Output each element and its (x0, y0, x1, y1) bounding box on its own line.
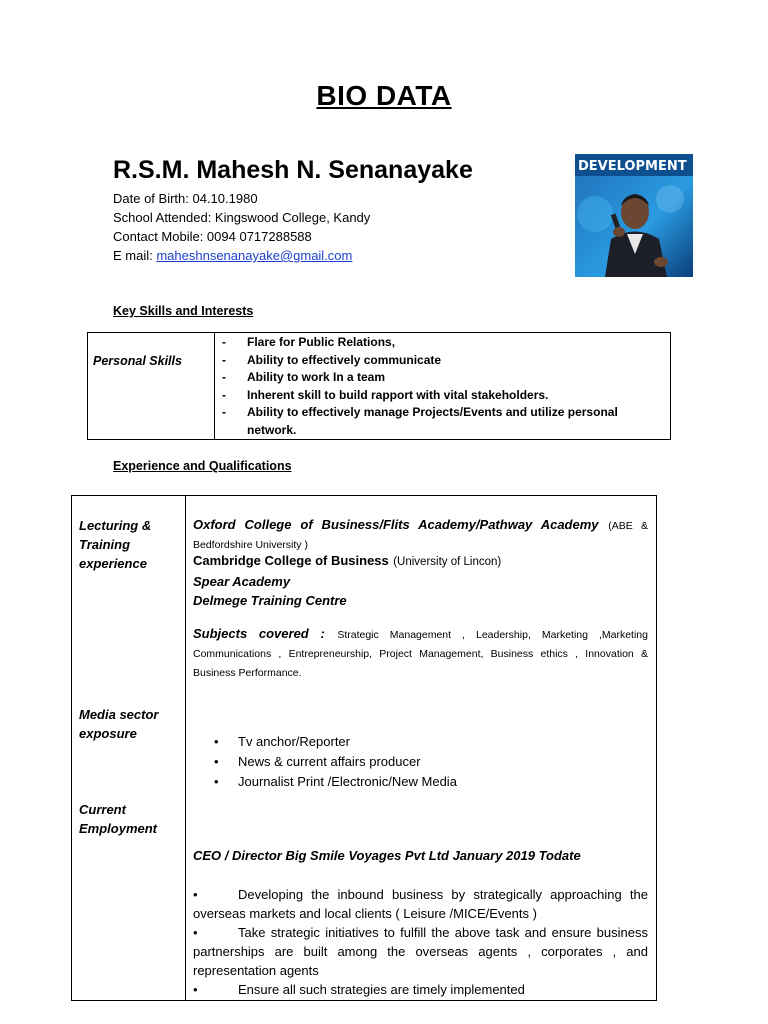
current-tasks (193, 885, 648, 999)
org-cambridge: Cambridge College of Business (193, 553, 389, 568)
subjects-covered (193, 625, 648, 682)
task-item: • Developing the inbound business by strategically approaching the overseas markets and local clients ( Leisure /MICE/Events ) (193, 887, 648, 921)
experience-heading: Experience and Qualifications (113, 459, 292, 473)
lecturing-orgs (193, 516, 648, 554)
lecturing-orgs-2 (193, 551, 648, 610)
list-item: - Ability to effectively manage Projects/Events and utilize personal network. (222, 405, 618, 437)
current-role: CEO / Director Big Smile Voyages Pvt Ltd January 2019 Todate (193, 848, 581, 863)
lecturing-label: Lecturing & Training experience (79, 518, 152, 571)
list-item: - Ability to work In a team (222, 370, 386, 385)
school-attended: School Attended: Kingswood College, Kandy (113, 210, 371, 225)
media-list (214, 732, 634, 792)
current-employment-label: Current Employment (79, 802, 158, 836)
date-of-birth: Date of Birth: 04.10.1980 (113, 191, 258, 206)
person-name: R.S.M. Mahesh N. Senanayake (113, 156, 473, 184)
page-title: BIO DATA (316, 80, 452, 111)
org-oxford: Oxford College of Business/Flits Academy/Pathway Academy (193, 517, 599, 532)
list-item: • Tv anchor/Reporter (214, 732, 634, 752)
subjects-label: Subjects covered : (193, 626, 325, 641)
list-item: - Inherent skill to build rapport with vital stakeholders. (222, 387, 549, 402)
org-oxford-note: (ABE & Bedfordshire University ) (193, 520, 648, 551)
task-item: • Take strategic initiatives to fulfill the above task and ensure business partnerships are built among the overseas agents , corporates , and representation agents (193, 925, 648, 978)
task-item: • Ensure all such strategies are timely implemented (193, 982, 525, 997)
experience-divider (185, 495, 186, 1000)
photo-banner-text: DEVELOPMENT (578, 159, 687, 174)
org-spear: Spear Academy (193, 574, 291, 589)
email-label: E mail: (113, 248, 157, 263)
key-skills-divider (214, 332, 215, 439)
personal-skills-label: Personal Skills (93, 354, 182, 368)
email-line (113, 246, 352, 266)
list-item: - Ability to effectively communicate (222, 352, 442, 367)
contact-mobile: Contact Mobile: 0094 0717288588 (113, 229, 312, 244)
list-item: • Journalist Print /Electronic/New Media (214, 772, 634, 792)
list-item: - Flare for Public Relations, (222, 335, 396, 349)
list-item: • News & current affairs producer (214, 752, 634, 772)
subjects-text: Strategic Management , Leadership, Marketing ,Marketing Communications , Entrepreneurship, Project Management, Business ethics , Innovation & Business Performance. (193, 629, 648, 679)
media-label: Media sector exposure (79, 707, 159, 741)
org-delmege: Delmege Training Centre (193, 593, 347, 608)
org-cambridge-note: (University of Lincon) (393, 556, 502, 568)
personal-skills-list (222, 334, 662, 440)
email-link[interactable]: maheshnsenanayake@gmail.com (156, 248, 353, 263)
profile-photo (575, 154, 693, 277)
key-skills-heading: Key Skills and Interests (113, 304, 254, 318)
